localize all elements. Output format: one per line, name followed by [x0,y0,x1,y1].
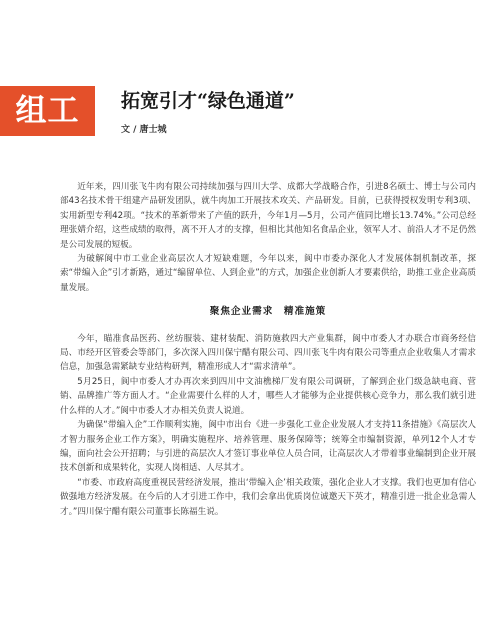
article-title: 拓宽引才“绿色通道” [121,90,295,112]
article-author: 文 / 唐士城 [121,125,167,135]
paragraph: 今年，瞄准食品医药、丝纺服装、建材装配、消防施救四大产业集群，阆中市委人才办联合市商务经信局、市经开区管委会等部门，多次深入四川保宁醋有限公司、四川张飞牛肉有限公司等重点企业收集人才需求信息，加强急需紧缺专业结构研判，精准形成人才“需求清单”。 [60,333,476,373]
section-tag: 组工 [0,86,95,136]
paragraph: 为确保“带编入企”工作顺利实施，阆中市出台《进一步强化工业企业发展人才支持11条措施》《高层次人才智力服务企业工作方案》，明确实施程序、培养管理、服务保障等；统筹全市编制资源，单列12个人才专编，面向社会公开招聘；与引进的高层次人才签订事业单位人员合同，让高层次人才带着事业编制到企业开展技术创新和成果转化，实现人岗相适、人尽其才。 [60,420,476,474]
paragraph: 近年来，四川张飞牛肉有限公司持续加强与四川大学、成都大学战略合作，引进8名硕士、博士与公司内部43名技术骨干组建产品研发团队，就牛肉加工开展技术攻关、产品研发。目前，已获得授权发明专利3项、实用新型专利42项。“技术的革新带来了产值的跃升，今年1月—5月，公司产值同比增长13.74%。”公司总经理张婧介绍，这些成绩的取得，离不开人才的支撑，但相比其他知名食品企业，领军人才、前沿人才不足仍然是公司发展的短板。 [60,182,476,250]
paragraph: “市委、市政府高度重视民营经济发展，推出‘带编入企’相关政策，强化企业人才支撑。我们也更加有信心做强地方经济发展。在今后的人才引进工作中，我们会拿出优质岗位诚邀天下英才，精准引进一批企业急需人才。”四川保宁醋有限公司董事长陈福生说。 [60,477,476,517]
section-heading: 聚焦企业需求 精准施策 [209,306,327,318]
article-body [60,180,476,519]
paragraph: 5月25日，阆中市委人才办再次来到四川中文油樵梯厂发有限公司调研，了解到企业门级急缺电商、营销、品牌推广等方面人才。“企业需要什么样的人才，哪些人才能够为企业提供核心竞争力，那么我们就引进什么样的人才。”阆中市委人才办相关负责人说道。 [60,376,476,416]
paragraph: 为破解阆中市工业企业高层次人才短缺难题，今年以来，阆中市委办深化人才发展体制机制改革，探索“带编入企”引才新路，通过“编留单位、人到企业”的方式，加强企业创新人才要素供给，助推工业企业高质量发展。 [60,254,476,293]
